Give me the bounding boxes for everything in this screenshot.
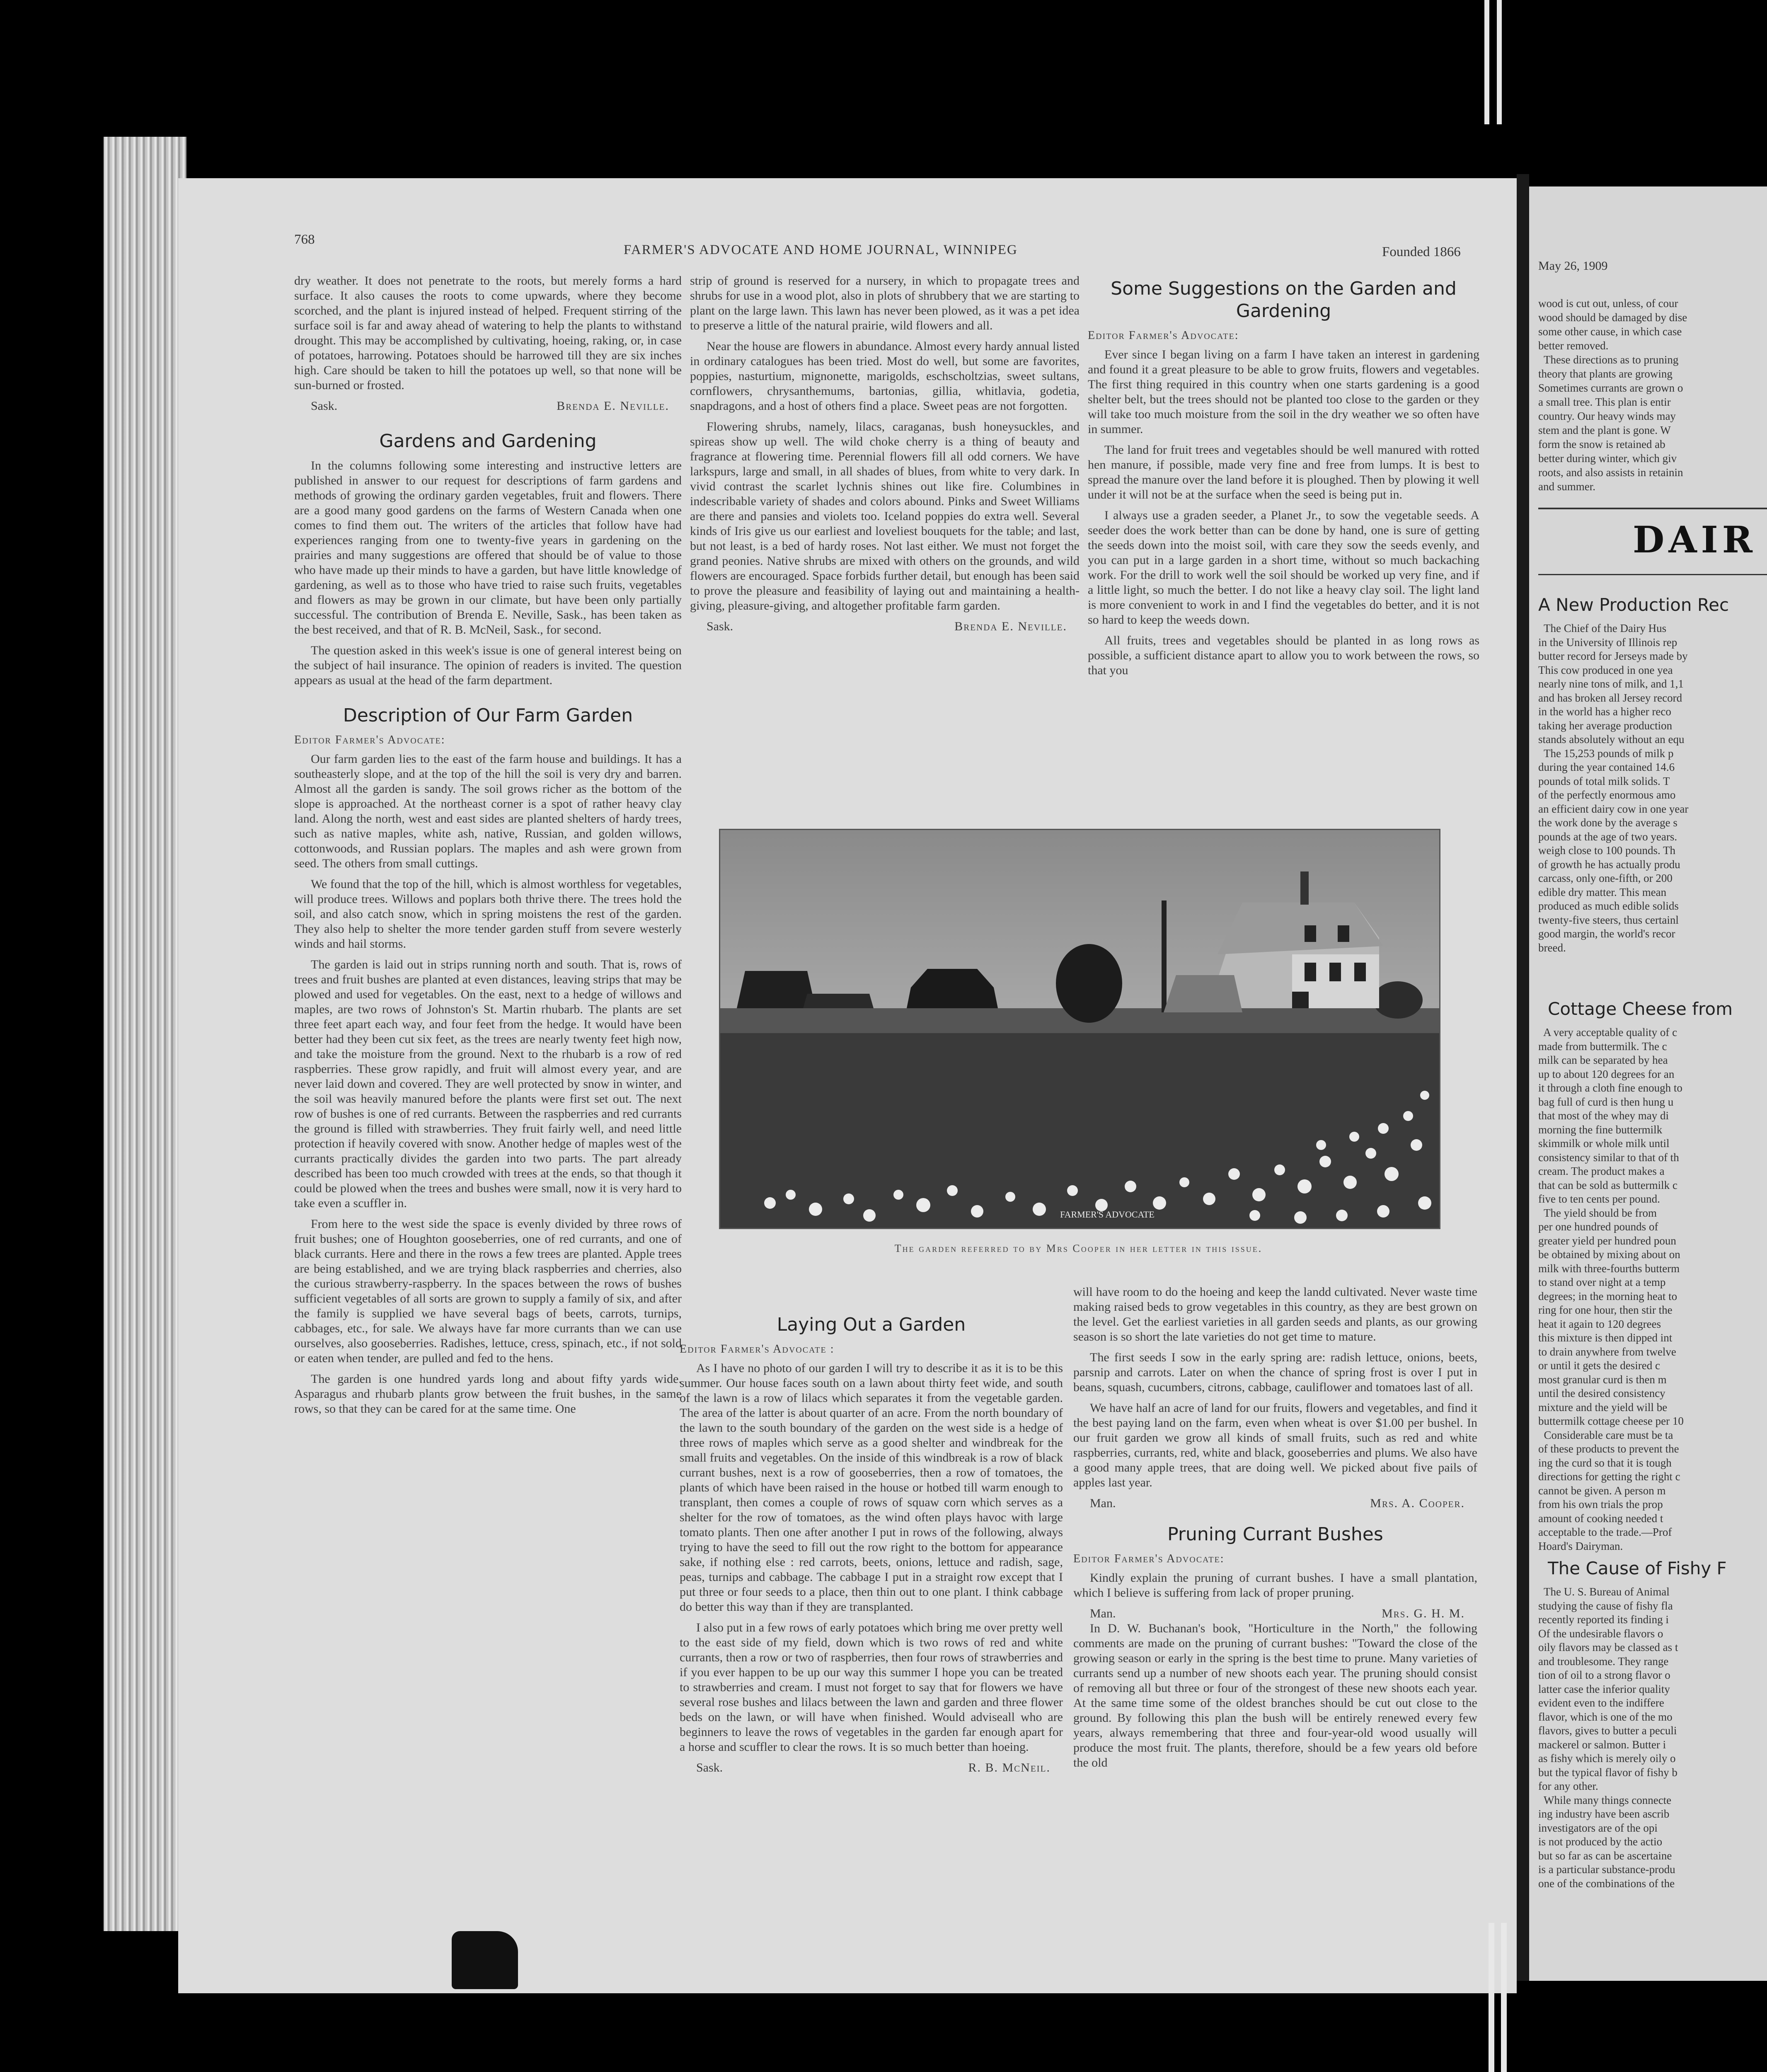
column-3 [1088, 278, 1479, 684]
signature [680, 1760, 1063, 1775]
gardens-paragraph: The question asked in this week's issue is one of general interest being on the subject of hail insurance. The opinion of readers is invited. The question appears as usual at the head of the farm department. [294, 644, 682, 687]
gardens-paragraph: In the columns following some interesting and instructive letters are published in answer to our request for descriptions of farm gardens and methods of growing the ordinary garden vegetables, fruit and flowers. There are a good many good gardens on the farms of Western Canada when one comes to find them out. The writers of the articles that follow have had experiences ranging from one to twenty-five years in gardening on the prairies and many suggestions are offered that should be of value to those who have made up their minds to have a garden, but have little knowledge of gardening, as well as to those who have tried to raise such fruits, vegetables and flowers as may be grown in our climate, but have been only partially successful. The contribution of Brenda E. Neville, Sask., has been taken as the best received, and that of R. B. McNeil, Sask., for second. [294, 459, 682, 637]
signature-place: Man. [1090, 1496, 1116, 1510]
description-paragraph: We found that the top of the hill, which is almost worthless for vegetables, will produce trees. Willows and poplars both thrive there. The trees hold the soil, and also catch snow, which in spring moistens the rest of the garden. They also help to shelter the more tender garden stuff from severe westerly winds and hail storms. [294, 877, 682, 951]
journal-title: FARMER'S ADVOCATE AND HOME JOURNAL, WINNIPEG [624, 242, 1018, 257]
signature [1073, 1606, 1477, 1621]
page-stack-edges [104, 137, 186, 1931]
column-1 [294, 274, 682, 1422]
laying-out-paragraph: As I have no photo of our garden I will try to describe it as it is to be this summer. Our house faces south on a lawn about thirty feet wide, and south of the lawn is a row of lilacs which separates it from the vegetable garden. The area of the latter is about quarter of an acre. From the north boundary of the lawn to the south boundary of the garden on the west side is a hedge of three rows of maples which serve as a good shelter and windbreak for the small fruits and vegetables. On the inside of this windbreak is a row of black currant bushes, next is a row of gooseberries, then a row of tomatoes, the plants of which have been raised in the house or hotbed till warm enough to transplant, then comes a couple of rows of squaw corn which serves as a shelter for the row of tomatoes, as the wind often plays havoc with large tomato plants. Then one after another I put in rows of the following, always trying to have the seed to fill out the row right to the bottom for appearance sake, if nothing else : red carrots, beets, onions, lettuce and radish, sage, peas, turnips and cabbage. The cabbage I put in a straight row except that I put three or four seeds to a place, then thin out to one plant. I think cabbage do better this way than if they are transplanted. [680, 1361, 1063, 1614]
cooper-paragraph: The first seeds I sow in the early spring are: radish lettuce, onions, beets, parsnip and carrots. Later on when the chance of spring frost is over I put in beans, squash, cucumbers, citrons, cabbage, cauliflower and tomatoes last of all. [1073, 1351, 1477, 1394]
signature [690, 619, 1080, 634]
intro-text: dry weather. It does not penetrate to the roots, but merely forms a hard surface. It also causes the roots to come upwards, where they become scorched, and the plant is injured instead of helped. Frequent stirring of the surface soil is far and away ahead of watering to help the plants to withstand drought. This may be accomplished by cultivating, hoeing, raking, or, in case of potatoes, harrowing. Potatoes should be harrowed till they are six inches high. Care should be taken to hill the potatoes up well, so that none will be sun-burned or frosted. [294, 274, 682, 392]
pruning-heading: Pruning Currant Bushes [1167, 1524, 1383, 1545]
right-article-text: A very acceptable quality of c made from buttermilk. The c milk can be separated by hea up to about 120 degrees for an it through a cloth fine enough to bag full of curd is then hung u that most of the whey may di morning the fine buttermilk skimmilk or whole milk until consistency similar to that of th cream. The product makes a that can be sold as buttermilk c five to ten cents per pound. The yield should be from per one hundred pounds of greater yield per hundred poun be obtained by mixing about on milk with three-fourths butterm to stand over night at a temp degrees; in the morning heat to ring for one hour, then stir the heat it again to 120 degrees this mixture is then dipped int to drain anywhere from twelve or until it gets the desired c most granular curd is then m until the desired consistency mixture and the yield will be buttermilk cottage cheese per 10 Considerable care must be ta of these products to prevent the ing the curd so that it is tough directions for getting the right c cannot be given. A person m from his own trials the prop amount of cooking needed t acceptable to the trade.—Prof Hoard's Dairyman. [1538, 1026, 1684, 1552]
photo-caption: The garden referred to by Mrs Cooper in her letter in this issue. [894, 1242, 1263, 1254]
section-heading-dairy: DAIR [1633, 518, 1757, 561]
founded-note: Founded 1866 [1382, 244, 1461, 259]
cooper-paragraph: will have room to do the hoeing and keep the landd cultivated. Never waste time making raised beds to grow vegetables in this country, as they are best grown on the level. Get the earliest varieties in all garden seeds and plants, as our growing season is so short the late varieties do not get time to mature. [1073, 1285, 1477, 1343]
microfilm-bar [1489, 1923, 1494, 2072]
binding-gutter [1517, 174, 1529, 1981]
signature-place: Sask. [707, 620, 733, 633]
signature-author: R. B. McNeil. [968, 1761, 1051, 1774]
signature [1073, 1496, 1477, 1511]
signature [294, 399, 682, 414]
right-article-text: The U. S. Bureau of Animal studying the cause of fishy fla recently reported its finding i Of the undesirable flavors o oily flavors may be classed as t and troublesome. They range tion of oil to a strong flavor o latter case the inferior quality evident even to the indiffere flavor, which is one of the mo flavors, gives to butter a peculi mackerel or salmon. Butter i as fishy which is merely oily o but the typical flavor of fishy b for any other. While many things connecte ing industry have been ascrib investigators are of the opi is not produced by the actio but so far as can be ascertaine is a particular substance-produ one of the combinations of the [1538, 1585, 1678, 1890]
signature-author: Mrs. G. H. M. [1382, 1607, 1465, 1620]
microfilm-bar [1501, 1923, 1507, 2072]
section-rule [1538, 574, 1767, 575]
pruning-question: Kindly explain the pruning of currant bushes. I have a small plantation, which I believe is suffering from lack of proper pruning. [1073, 1571, 1477, 1600]
suggestions-paragraph: The land for fruit trees and vegetables should be well manured with rotted hen manure, if possible, made very fine and free from lumps. It is best to spread the manure over the land before it is ploughed. Then by plowing it well under it will not be at the surface when the seed is being put in. [1088, 443, 1479, 501]
laying-out-paragraph: I also put in a few rows of early potatoes which bring me over pretty well to the east side of my field, down which is two rows of red and white currants, then a row or two of raspberries, then four rows of strawberries and if you ever happen to be up our way this summer I hope you can be treated to strawberries and cream. I must not forget to say that for flowers we have several rose bushes and lilacs between the lawn and garden and three flower beds on the lawn, or will have when finished. Would adviseall who are beginners to leave the rows of vegetables in the garden far enough apart for a horse and scuffler to clear the rows. It is so much better than hoeing. [680, 1621, 1063, 1754]
right-heading: The Cause of Fishy F [1548, 1558, 1727, 1578]
pruning-answer: In D. W. Buchanan's book, "Horticulture in the North," the following comments are made on the pruning of currant bushes: "Toward the close of the growing season or early in the spring is the best time to prune. Many varieties of currants send up a number of new shoots each year. The pruning should consist of removing all but three or four of the strongest of these new shoots each year. At the same time some of the oldest branches should be cut out close to the ground. By following this plan the bush will be entirely renewed every few years, always remembering that three and four-year-old wood usually will produce the most fruit. The plants, therefore, should be a few years old before the old [1073, 1622, 1477, 1769]
signature-author: Brenda E. Neville. [557, 399, 669, 413]
right-page [1529, 186, 1767, 1981]
description-paragraph: The garden is laid out in strips running north and south. That is, rows of trees and fruit bushes are planted at even distances, leaving strips that may be plowed and used for vegetables. On the east, next to a hedge of willows and maples, are two rows of Johnston's St. Martin rhubarb. The plants are set three feet apart each way, and four feet from the hedge. It would have been better had they been cut six feet, as the trees are nearly twenty feet high now, and take the moisture from the ground. Next to the rhubarb is a row of red raspberries. These grow rapidly, and fruit will almost every year, and are never laid down and covered. They are well protected by snow in winter, and the soil was heavily manured before the plants were first set out. The next row of bushes is one of red currants. Between the raspberries and red currants the ground is filled with strawberries. They fruit fairly well, and need little protection if heavily covered with snow. Another hedge of maples west of the currants practically divides the garden into two parts. The part already described has been too much crowded with trees at the ends, so that though it could be plowed when the trees and bushes were small, now it is very hard to take even a scuffler in. [294, 958, 682, 1210]
section-rule [1538, 508, 1767, 509]
right-top-text: wood is cut out, unless, of cour wood should be damaged by dise some other cause, in which case better removed. These directions as to pruning theory that plants are growing Sometimes currants are grown o a small tree. This plan is entir country. Our heavy winds may stem and the plant is gone. W form the snow is retained ab better during winter, which giv roots, and also assists in retainin and summer. [1538, 297, 1687, 493]
microfilm-bar [1497, 0, 1502, 124]
column-5 [1073, 1285, 1477, 1776]
gardens-heading: Gardens and Gardening [379, 431, 597, 452]
flowers-paragraph: Near the house are flowers in abundance. Almost every hardy annual listed in ordinary catalogues has been tried. Most do well, but some are favorites, poppies, nasturtium, mignonette, marigolds, eschscholtzias, sweet sultans, cornflowers, chrysanthemums, bartonias, gillia, whitlavia, godetia, snapdragons, and a host of others find a place. Sweet peas are not forgotten. [690, 339, 1080, 413]
thumb-shadow [452, 1931, 518, 1989]
microfilm-bar [1484, 0, 1489, 124]
right-page-date: May 26, 1909 [1538, 259, 1608, 273]
column-4 [680, 1314, 1063, 1775]
laying-out-heading: Laying Out a Garden [777, 1314, 966, 1335]
editor-salutation: Editor Farmer's Advocate : [680, 1343, 835, 1356]
signature-place: Man. [1090, 1607, 1116, 1620]
description-heading: Description of Our Farm Garden [343, 705, 633, 726]
photo-watermark: FARMER'S ADVOCATE [1060, 1209, 1155, 1220]
description-paragraph: Our farm garden lies to the east of the farm house and buildings. It has a southeasterly slope, and at the top of the hill the soil is very dry and barren. Almost all the garden is sandy. The soil grows richer as the bottom of the slope is approached. At the northeast corner is a spot of rather heavy clay land. Along the north, west and east sides are planted shelters of hardy trees, such as native maples, white ash, native, Russian, and golden willows, cottonwoods, and Russian poplars. The maples and ash were grown from seed. The others from small cuttings. [294, 752, 682, 870]
right-heading: Cottage Cheese from [1548, 999, 1733, 1019]
page-number: 768 [294, 232, 315, 247]
right-article-text: The Chief of the Dairy Hus in the University of Illinois rep butter record for Jerseys made by This cow produced in one yea nearly nine tons of milk, and 1,1 and has broken all Jersey record in the world has a higher reco taking her average production stands absolutely without an equ The 15,253 pounds of milk p during the year contained 14.6 pounds of total milk solids. T of the perfectly enormous amo an efficient dairy cow in one year the work done by the average s pounds at the age of two years. weigh close to 100 pounds. Th of growth he has actually produ carcass, only one-fifth, or 200 edible dry matter. This mean produced as much edible solids twenty-five steers, thus certainl good margin, the world's recor breed. [1538, 622, 1689, 954]
flowers-paragraph: Flowering shrubs, namely, lilacs, caraganas, bush honeysuckles, and spireas show up well. The wild choke cherry is a thing of beauty and fragrance at flowering time. Perennial flowers fill all odd corners. We have larkspurs, large and small, in all shades of blues, from white to very dark. In vivid contrast the scarlet lychnis shines out like fire. Columbines in indescribable variety of shades and colors abound. Pinks and Sweet Williams are there and pansies and violets too. Iceland poppies do extra well. Several kinds of Iris give us our earliest and loveliest bouquets for the table; and last, but not least, is a bed of hardy roses. Not last either. We must not forget the grand peonies. Native shrubs are mixed with others on the grounds, and wild flowers are encouraged. Space forbids further detail, but enough has been said to prove the pleasure and feasibility of laying out and maintaining a health-giving, pleasure-giving, and altogether profitable farm garden. [690, 420, 1080, 612]
suggestions-paragraph: I always use a graden seeder, a Planet Jr., to sow the vegetable seeds. A seeder does the work better than can be done by hand, one is sure of getting the seeds down into the moist soil, with care they sow the seeds evenly, and you can put in a large garden in a short time, without so much backaching work. For the drill to work well the soil should be worked up very fine, and if a little light, so much the better. I do not like a heavy clay soil. The light land is more convenient to work in and I find the vegetables do better, and it is not so hard to keep the weeds down. [1088, 508, 1479, 627]
cooper-paragraph: We have half an acre of land for our fruits, flowers and vegetables, and find it the best paying land on the farm, even when wheat is over $1.00 per bushel. In our fruit garden we grow all kinds of small fruits, such as red and white raspberries, currants, red, white and black, gooseberries and plums. We also have a good many apple trees, that are doing well. We picked about five pails of apples last year. [1073, 1401, 1477, 1489]
suggestions-heading: Some Suggestions on the Garden and Gardening [1111, 278, 1457, 322]
signature-author: Mrs. A. Cooper. [1370, 1496, 1465, 1510]
suggestions-paragraph: All fruits, trees and vegetables should be planted in as long rows as possible, a sufficient distance apart to allow you to work between the rows, so that you [1088, 634, 1479, 677]
right-heading: A New Production Rec [1538, 595, 1729, 615]
signature-place: Sask. [311, 399, 338, 413]
garden-photo [719, 829, 1440, 1229]
description-paragraph: From here to the west side the space is evenly divided by three rows of fruit bushes; one of Houghton gooseberries, one of red currants, and one of black currants. Here and there in the rows a few trees are planted. Apple trees are being established, and we are trying black raspberries and cherries, also the curious strawberry-raspberry. In the spaces between the rows of bushes sufficient vegetables of all sorts are grown to supply a family of six, and after the family is supplied we have several bags of beets, carrots, turnips, cabbages, etc., for sale. We always have far more currants than we can use ourselves, also gooseberries. Radishes, lettuce, cress, spinach, etc., if not sold or eaten when tender, are pulled and fed to the hens. [294, 1217, 682, 1365]
signature-author: Brenda E. Neville. [954, 620, 1067, 633]
flowers-paragraph: strip of ground is reserved for a nursery, in which to propagate trees and shrubs for use in a wood plot, also in plots of shrubbery that we are starting to plant on the large lawn. This lawn has never been plowed, as it was a pet idea to preserve a little of the natural prairie, wild flowers and all. [690, 274, 1080, 332]
farmhouse-garden-image [720, 830, 1439, 1228]
editor-salutation: Editor Farmer's Advocate: [1073, 1552, 1225, 1565]
description-paragraph: The garden is one hundred yards long and about fifty yards wide. Asparagus and rhubarb plants grow between the fruit bushes, in the same rows, so that they can be cared for at the same time. One [294, 1372, 682, 1416]
editor-salutation: Editor Farmer's Advocate: [1088, 329, 1239, 342]
column-2 [690, 274, 1080, 634]
signature-place: Sask. [696, 1761, 723, 1774]
suggestions-paragraph: Ever since I began living on a farm I have taken an interest in gardening and found it a great pleasure to be able to grow fruits, flowers and vegetables. The first thing required in this country when one starts gardening is a good shelter belt, but the trees should not be planted too close to the garden or they will take too much moisture from the soil in the dry weather we so often have in summer. [1088, 348, 1479, 436]
editor-salutation: Editor Farmer's Advocate: [294, 733, 445, 746]
